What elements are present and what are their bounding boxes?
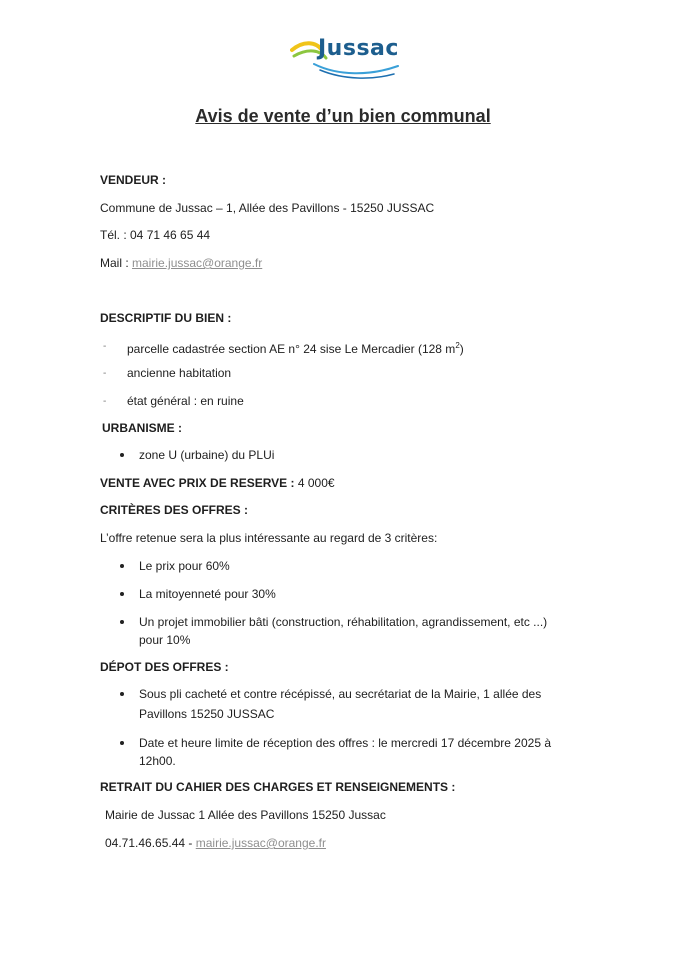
retrait-phone: 04.71.46.65.44 -	[105, 836, 196, 850]
bullet-dot	[120, 592, 124, 596]
depot-heading: DÉPOT DES OFFRES :	[100, 660, 229, 674]
bullet-dash: -	[103, 368, 107, 379]
depot-item-pli: Sous pli cacheté et contre récépissé, au secrétariat de la Mairie, 1 allée des	[139, 687, 542, 701]
list-item	[127, 338, 464, 357]
vente-price: 4 000€	[294, 476, 335, 490]
urbanisme-item: zone U (urbaine) du PLUi	[139, 448, 275, 462]
depot-item-pli-cont: Pavillons 15250 JUSSAC	[139, 707, 275, 721]
bullet-dot	[120, 453, 124, 457]
critere-item-mitoyennete: La mitoyenneté pour 30%	[139, 587, 276, 601]
logo-text: Jussac	[318, 36, 399, 61]
retrait-address: Mairie de Jussac 1 Allée des Pavillons 15250 Jussac	[105, 808, 386, 822]
closing-paren: )	[459, 342, 464, 356]
criteres-intro: L’offre retenue sera la plus intéressante au regard de 3 critères:	[100, 531, 438, 545]
bullet-dot	[120, 564, 124, 568]
criteres-heading: CRITÈRES DES OFFRES :	[100, 503, 249, 517]
mail-label: Mail :	[100, 256, 133, 270]
jussac-logo	[290, 30, 402, 82]
superscript: 2	[455, 341, 460, 350]
descriptif-item-etat: état général : en ruine	[127, 394, 244, 408]
descriptif-item-parcelle: parcelle cadastrée section AE n° 24 sise Le Mercadier (128 m	[127, 342, 456, 356]
bullet-dot	[120, 620, 124, 624]
page-title: Avis de vente d’un bien communal	[195, 106, 491, 126]
vendeur-mail-link[interactable]: mairie.jussac@orange.fr	[132, 256, 263, 270]
bullet-dot	[120, 692, 124, 696]
depot-item-date: Date et heure limite de réception des offres : le mercredi 17 décembre 2025 à	[139, 736, 552, 750]
retrait-heading: RETRAIT DU CAHIER DES CHARGES ET RENSEIGNEMENTS :	[100, 780, 456, 794]
depot-item-date-cont: 12h00.	[139, 754, 176, 768]
critere-item-projet-cont: pour 10%	[139, 633, 191, 647]
vendeur-mail-line	[100, 255, 262, 271]
descriptif-item-habitation: ancienne habitation	[127, 366, 232, 380]
urbanisme-heading: URBANISME :	[102, 421, 182, 435]
bullet-dot	[120, 741, 124, 745]
bullet-dash: -	[103, 341, 107, 352]
retrait-mail-link[interactable]: mairie.jussac@orange.fr	[195, 836, 326, 850]
vente-heading: VENTE AVEC PRIX DE RESERVE :	[100, 476, 295, 490]
bullet-dash: -	[103, 396, 107, 407]
vendeur-heading: VENDEUR :	[100, 173, 167, 187]
vendeur-address: Commune de Jussac – 1, Allée des Pavillons - 15250 JUSSAC	[100, 201, 435, 215]
vente-line	[100, 475, 335, 491]
retrait-contact-line	[105, 835, 326, 851]
vendeur-tel: Tél. : 04 71 46 65 44	[100, 228, 211, 242]
critere-item-projet: Un projet immobilier bâti (construction, réhabilitation, agrandissement, etc ...)	[139, 615, 548, 629]
critere-item-prix: Le prix pour 60%	[139, 559, 230, 573]
descriptif-heading: DESCRIPTIF DU BIEN :	[100, 311, 232, 325]
